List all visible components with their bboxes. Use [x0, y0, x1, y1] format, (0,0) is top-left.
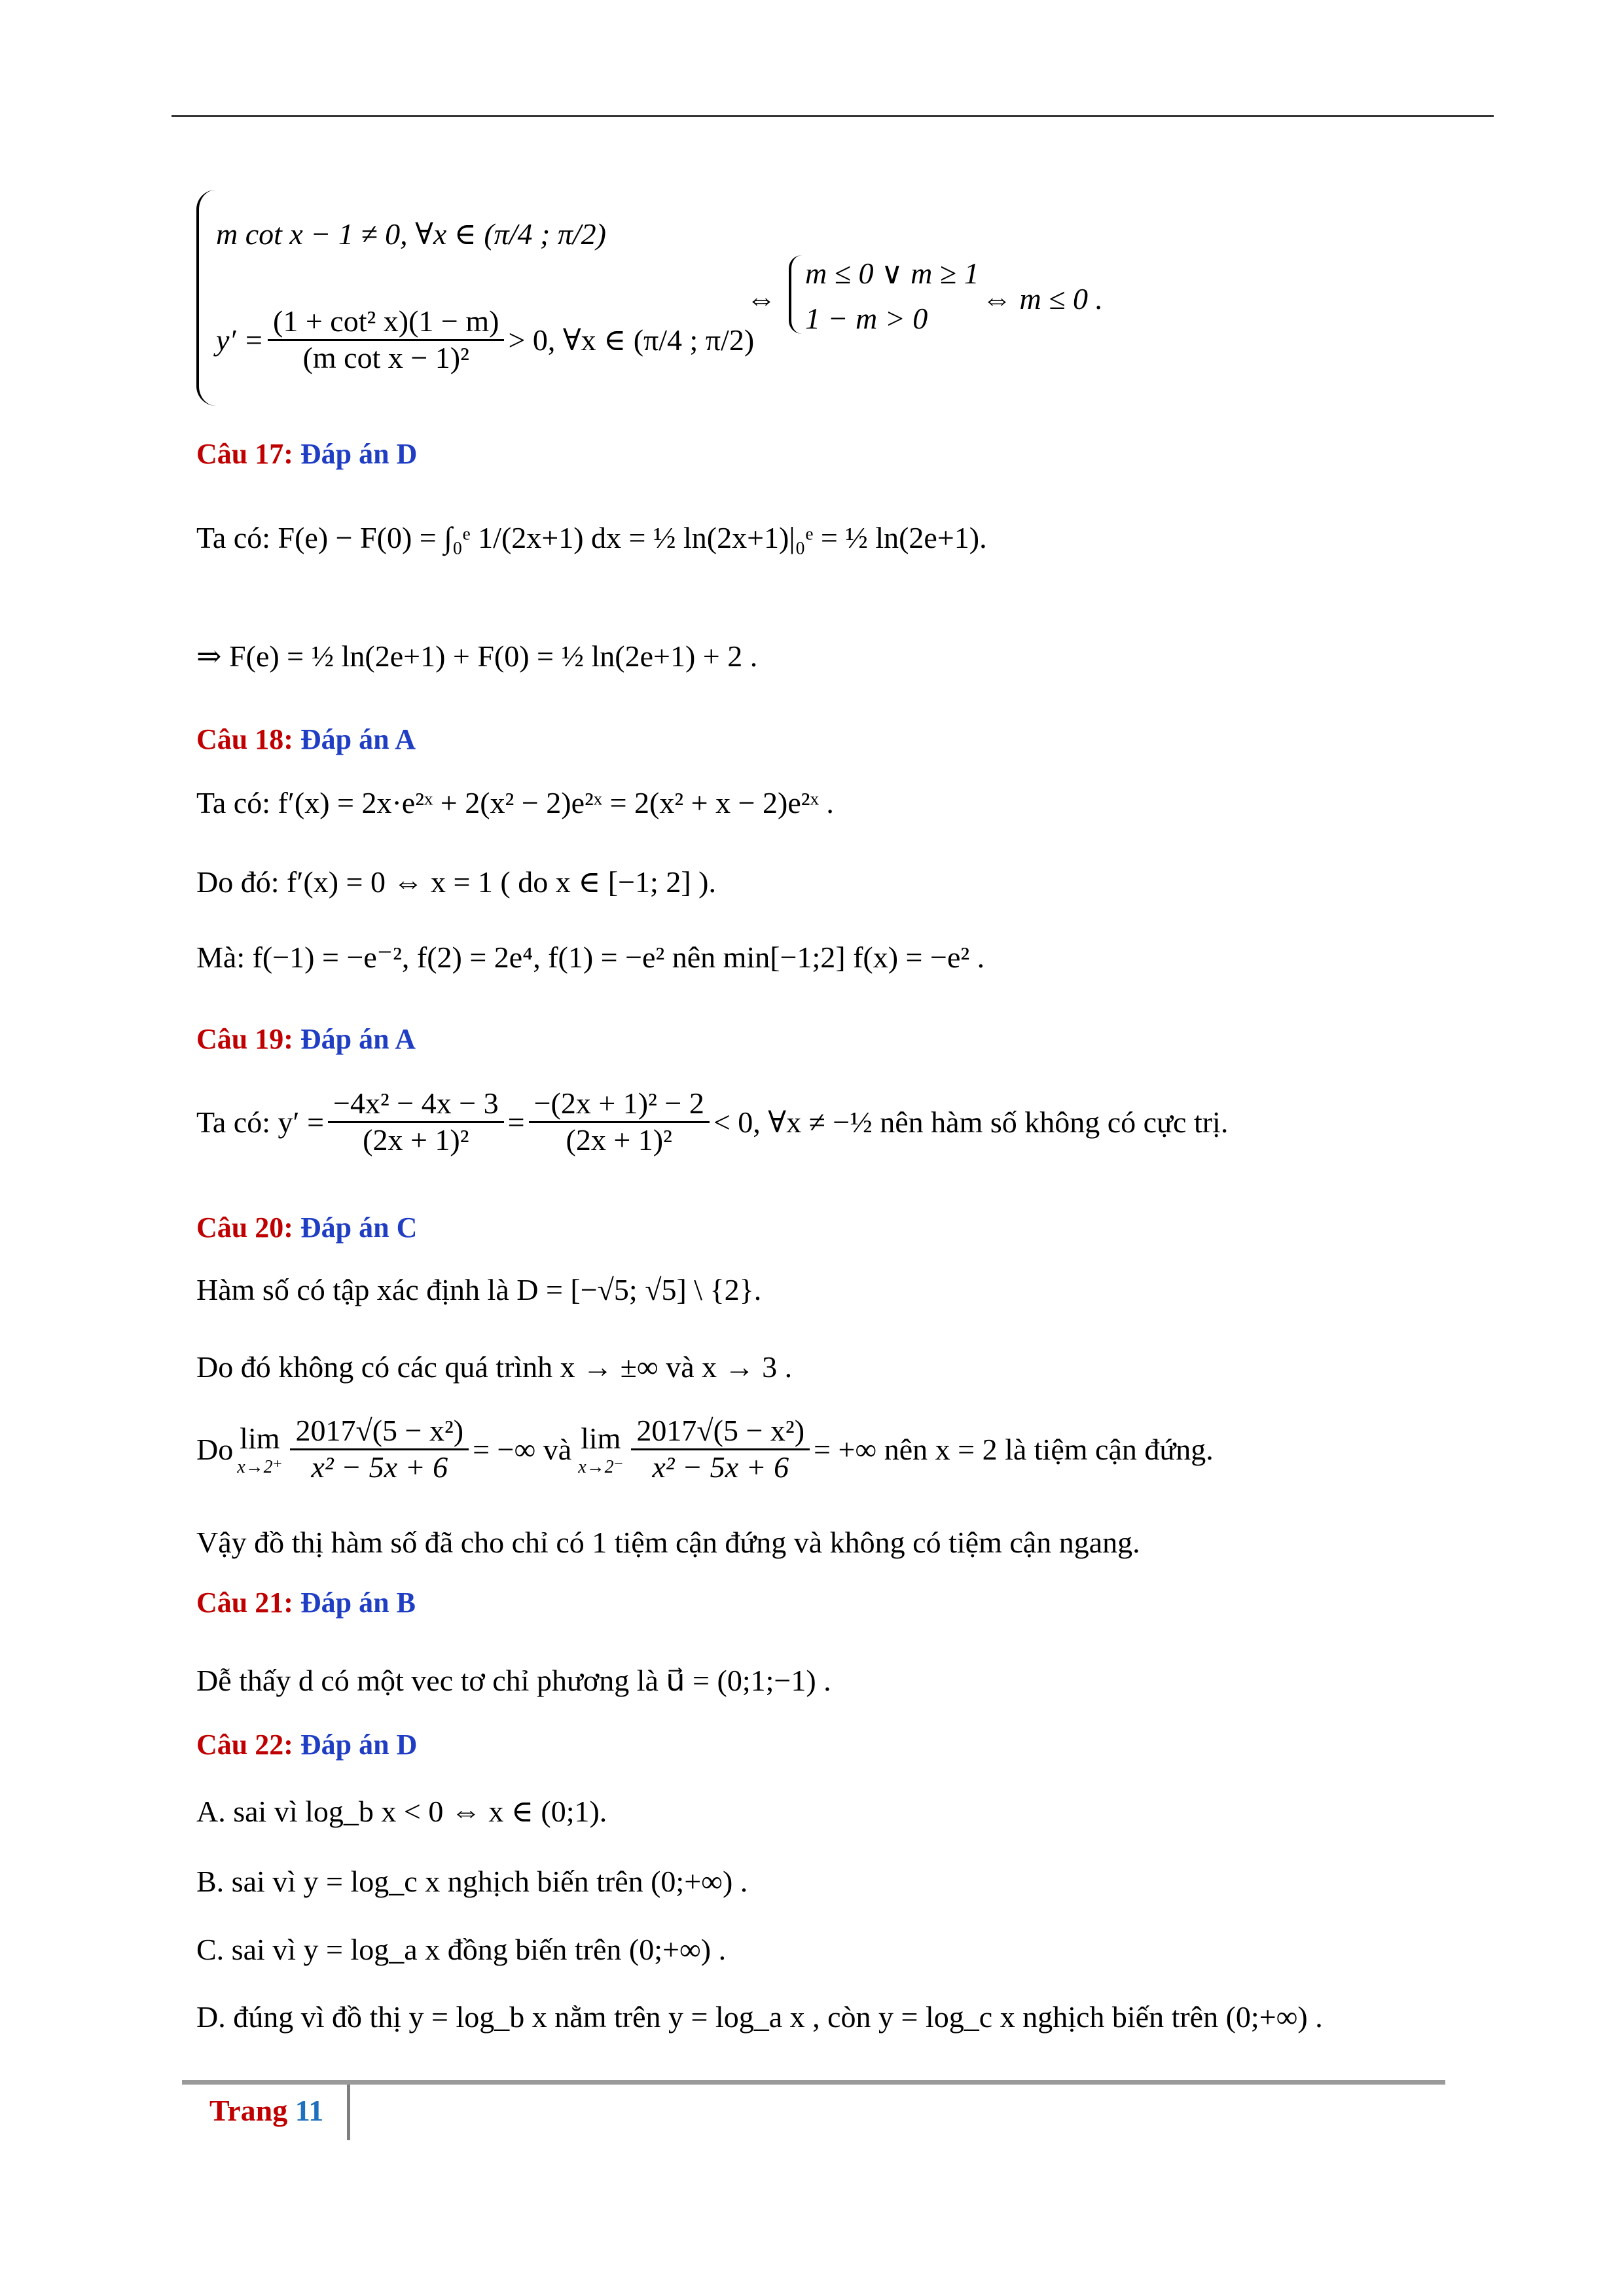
question-22-option-d: D. đúng vì đồ thị y = log_b x nằm trên y = log_a x , còn y = log_c x nghịch biến trên (0;+∞) .	[196, 2000, 1323, 2034]
question-19-answer: Đáp án A	[300, 1023, 416, 1055]
question-20-line-1: Hàm số có tập xác định là D = [−√5; √5] \ {2}.	[196, 1273, 762, 1306]
question-19-numerator-2: −(2x + 1)² − 2	[529, 1086, 710, 1123]
footer-rule	[182, 2080, 1445, 2085]
question-19-heading	[196, 1022, 416, 1056]
question-17-label: Câu 17:	[196, 438, 293, 470]
limit-left	[237, 1421, 282, 1478]
page-number-value: 11	[295, 2094, 324, 2127]
limit-right-numerator: 2017√(5 − x²)	[631, 1414, 810, 1450]
question-19-line-1: Ta có: y′ = $\frac{\text{−4x² − 4x − 3}}{\text{(2x + 1)²}}$ = $\frac{\text{−(2x + 1)² − 2}}{\text{(2x + 1)²}}$ < 0, ∀x ≠ −½ nên hàm số không có cực trị.	[196, 1086, 1229, 1157]
limit-right-result: = +∞ nên x = 2 là tiệm cận đứng.	[814, 1432, 1214, 1466]
subsystem-row-2: 1 − m > 0	[805, 302, 928, 335]
question-22-option-c: C. sai vì y = log_a x đồng biến trên (0;+∞) .	[196, 1933, 727, 1966]
limit-left-numerator: 2017√(5 − x²)	[290, 1414, 469, 1450]
question-22-heading	[196, 1728, 417, 1761]
limit-left-result: = −∞ và	[473, 1432, 572, 1466]
page-number	[209, 2093, 323, 2128]
page-label: Trang	[209, 2094, 288, 2127]
derivative-condition: > 0, ∀x ∈ (π/4 ; π/2)	[508, 323, 755, 357]
limit-left-denominator: x² − 5x + 6	[311, 1450, 448, 1484]
question-19-denominator-2: (2x + 1)²	[566, 1122, 672, 1157]
question-21-answer: Đáp án B	[300, 1587, 416, 1619]
question-19-label: Câu 19:	[196, 1023, 293, 1055]
question-19-fraction-2	[529, 1086, 710, 1158]
question-18-line-1: Ta có: f′(x) = 2x·e²ˣ + 2(x² − 2)e²ˣ = 2(x² + x − 2)e²ˣ .	[196, 786, 834, 819]
question-19-numerator-1: −4x² − 4x − 3	[328, 1086, 504, 1123]
subsystem-row-1: m ≤ 0 ∨ m ≥ 1	[805, 257, 979, 290]
question-19-denominator-1: (2x + 1)²	[363, 1122, 469, 1157]
equivalence-symbol: ⇔	[746, 282, 776, 315]
question-20-line-3	[196, 1414, 1214, 1485]
limit-right-denominator: x² − 5x + 6	[652, 1450, 789, 1484]
question-20-line-2: Do đó không có các quá trình x → ±∞ và x → 3 .	[196, 1350, 793, 1384]
question-18-label: Câu 18:	[196, 723, 293, 755]
limit-right-sub: x→2⁻	[578, 1456, 624, 1477]
question-21-label: Câu 21:	[196, 1587, 293, 1619]
question-18-line-3: Mà: f(−1) = −e⁻², f(2) = 2e⁴, f(1) = −e² nên min[−1;2] f(x) = −e² .	[196, 941, 985, 974]
limit-right-word: lim	[581, 1421, 621, 1455]
question-17-heading	[196, 437, 417, 471]
question-19-tail: < 0, ∀x ≠ −½ nên hàm số không có cực trị.	[713, 1105, 1229, 1139]
question-22-option-a: A. sai vì log_b x < 0 ⇔ x ∈ (0;1).	[196, 1795, 607, 1828]
question-22-label: Câu 22:	[196, 1729, 293, 1761]
derivative-denominator: (m cot x − 1)²	[302, 340, 469, 374]
question-20-heading	[196, 1211, 417, 1244]
question-20-answer: Đáp án C	[300, 1211, 418, 1244]
question-18-answer: Đáp án A	[300, 723, 416, 755]
question-20-line-4: Vậy đồ thị hàm số đã cho chỉ có 1 tiệm cận đứng và không có tiệm cận ngang.	[196, 1526, 1140, 1559]
footer-divider	[347, 2085, 350, 2140]
limit-left-fraction	[290, 1414, 469, 1485]
question-19-fraction-1	[328, 1086, 504, 1158]
limit-right-fraction	[631, 1414, 810, 1485]
question-22-answer: Đáp án D	[300, 1729, 418, 1761]
limit-left-word: lim	[240, 1421, 280, 1455]
question-22-option-b: B. sai vì y = log_c x nghịch biến trên (0;+∞) .	[196, 1865, 748, 1898]
derivative-numerator: (1 + cot² x)(1 − m)	[268, 304, 504, 341]
header-rule	[171, 115, 1494, 117]
question-20-label: Câu 20:	[196, 1211, 293, 1244]
question-21-line-1: Dễ thấy d có một vec tơ chỉ phương là u⃗ = (0;1;−1) .	[196, 1664, 831, 1697]
question-17-line-1: Ta có: F(e) − F(0) = ∫₀ᵉ 1/(2x+1) dx = ½ ln(2x+1)|₀ᵉ = ½ ln(2e+1).	[196, 521, 987, 554]
question-21-heading	[196, 1586, 416, 1619]
question-20-do: Do	[196, 1432, 234, 1466]
question-17-answer: Đáp án D	[300, 438, 418, 470]
question-18-heading	[196, 723, 416, 756]
question-18-line-2: Do đó: f′(x) = 0 ⇔ x = 1 ( do x ∈ [−1; 2] ).	[196, 865, 716, 899]
question-19-lead: Ta có: y′ =	[196, 1105, 325, 1139]
condition-system	[196, 190, 1244, 406]
system-result: ⇔ m ≤ 0 .	[982, 282, 1103, 315]
derivative-lhs: y′ =	[216, 323, 264, 357]
limit-right	[578, 1421, 623, 1478]
limit-left-sub: x→2⁺	[237, 1456, 283, 1477]
derivative-fraction	[268, 304, 504, 376]
system-row-1: m cot x − 1 ≠ 0, ∀x ∈ (π/4 ; π/2)	[216, 217, 606, 251]
system-row-2	[216, 304, 754, 376]
question-17-line-2: ⇒ F(e) = ½ ln(2e+1) + F(0) = ½ ln(2e+1) + 2 .	[196, 639, 758, 673]
